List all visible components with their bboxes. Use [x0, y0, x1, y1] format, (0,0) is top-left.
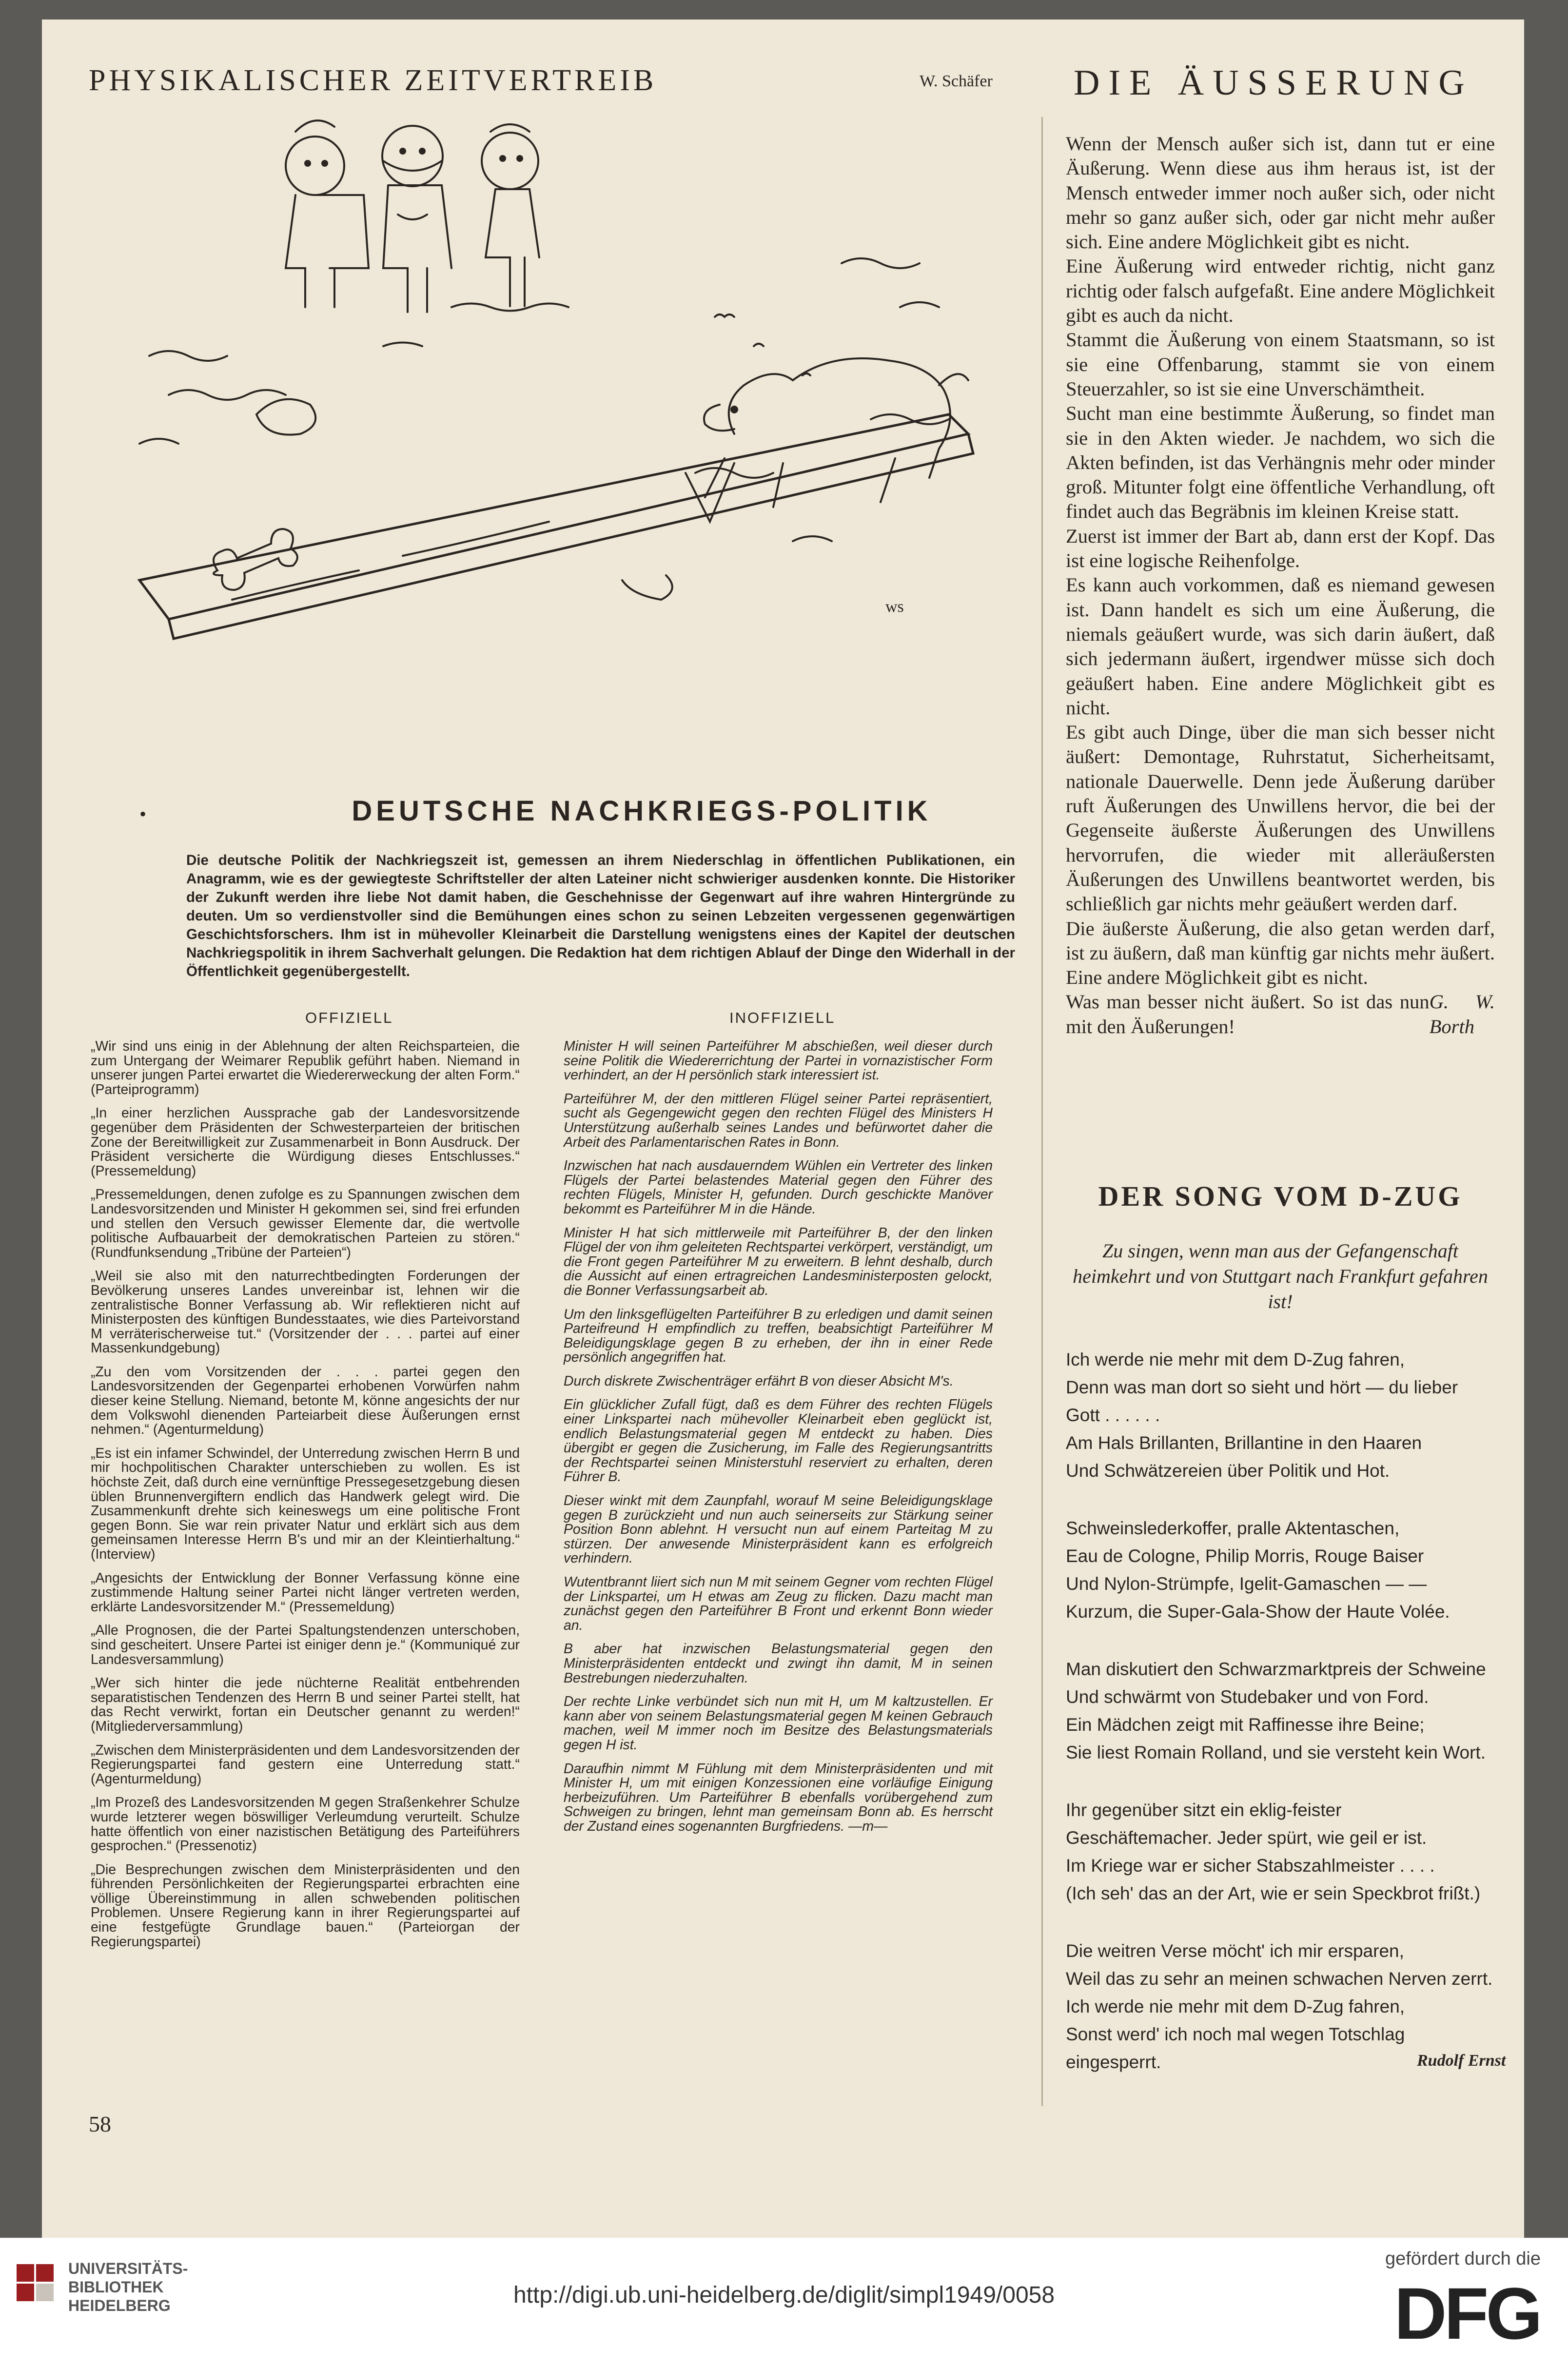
essay-paragraph: Es gibt auch Dinge, über die man sich besser nicht äußert: Demontage, Ruhrstatut, Sicherheitsamt, nationale Dauerwelle. Denn jede Äußerung darüber ruft Äußerungen des Unwillens hervor, die bei der Gegenseite äußerste Äußerungen des Unwillens hervorrufen, die wieder mit alleräußersten Äußerungen des Unwillens beantwortet werden, bis schließlich gar nichts mehr geäußert werden darf. [1066, 721, 1495, 915]
lyric-line: Und schwärmt von Studebaker und von Ford. [1066, 1687, 1429, 1707]
unofficial-paragraph: Daraufhin nimmt M Fühlung mit dem Ministerpräsidenten und mit Minister H, um mit einigen Konzessionen eine vorläufige Einigung herbeizuführen. Um Parteiführer B ebenfalls vorübergehend zum Schweigen zu bringen, lehnt man gemeinsam Bonn ab. Es herrscht der Zustand eines sogenannten Burgfriedens. —m— [564, 1761, 993, 1834]
library-name-line: HEIDELBERG [68, 2297, 171, 2314]
essay-paragraph: Stammt die Äußerung von einem Staatsmann, so ist sie eine Offenbarung, stammt sie von einem Steuerzahler, so ist sie eine Unverschämtheit. [1066, 329, 1495, 400]
unofficial-paragraph: Der rechte Linke verbündet sich nun mit H, um M kaltzustellen. Er kann aber von seinem Belastungsmaterial gegen M keinen Gebrauch machen, weil M immer noch im Besitze des Belastungsmaterials gegen H ist. [564, 1694, 993, 1753]
dfg-logo[interactable]: DFG [1394, 2272, 1540, 2354]
lyric-line: (Ich seh' das an der Art, wie er sein Speckbrot frißt.) [1066, 1883, 1481, 1903]
unofficial-heading: INOFFIZIELL [729, 1009, 836, 1026]
lyric-line: Sie liest Romain Rolland, und sie versteht kein Wort. [1066, 1742, 1486, 1762]
funding-note: gefördert durch die [1385, 2249, 1541, 2269]
unofficial-paragraph: Minister H will seinen Parteiführer M abschießen, weil dieser durch seine Politik die Wiedererrichtung der Partei in vornazistischer Form verhindert, an der H persönlich stark interessiert ist. [564, 1038, 993, 1083]
lyric-line: Und Nylon-Strümpfe, Igelit-Gamaschen — — [1066, 1574, 1427, 1594]
unofficial-paragraph: Dieser winkt mit dem Zaunpfahl, worauf M seine Beleidigungsklage gegen B zurückzieht und nun auch seinerseits zur Stärkung seiner Position Bonn ablehnt. H versucht nun auf einem Parteitag M zu stürzen. Der anwesende Ministerpräsident kann es erfolgreich verhindern. [564, 1493, 993, 1566]
essay-closing [1066, 990, 1495, 1039]
essay-paragraph: Die äußerste Äußerung, die also getan werden darf, ist zu äußern, daß man künftig gar nichts mehr äußert. Eine andere Möglichkeit gibt es nicht. [1066, 917, 1495, 989]
essay-paragraph: Es kann auch vorkommen, daß es niemand gewesen ist. Dann handelt es sich um eine Äußerung, die niemals geäußert wurde, was sich darin äußert, daß sich jedermann äußert, irgendwer müsse sich doch geäußert haben. Eine andere Möglichkeit gibt es nicht. [1066, 574, 1495, 719]
source-url-link[interactable]: http://digi.ub.uni-heidelberg.de/diglit/simpl1949/0058 [513, 2282, 1055, 2308]
official-paragraph: „Es ist ein infamer Schwindel, der Unterredung zwischen Herrn B und mir hochpolitischen Charakter unterschieben zu wollen. Es ist höchste Zeit, daß durch eine vernünftige Pressegesetzgebung diesen üblen Brunnenvergiftern endlich das Handwerk gelegt wird. Die Zusammenkunft drehte sich keineswegs um eine politische Front gegen Bonn. Sie war rein privater Natur und erklärt sich aus dem gemeinsamen Interesse Herrn B's und mir an der Kleintierhaltung.“ (Interview) [91, 1445, 520, 1562]
essay-paragraph: Zuerst ist immer der Bart ab, dann erst der Kopf. Das ist eine logische Reihenfolge. [1066, 525, 1495, 572]
essay-paragraph: Eine Äußerung wird entweder richtig, nicht ganz richtig oder falsch aufgefaßt. Eine andere Möglichkeit gibt es auch da nicht. [1066, 255, 1495, 327]
column-divider [1041, 117, 1043, 2106]
song-lyrics [1066, 1346, 1495, 2106]
unofficial-paragraph: Wutentbrannt liiert sich nun M mit seinem Gegner vom rechten Flügel der Linkspartei, um H etwas am Zeug zu flicken. Dazu macht man zunächst gegen den Parteiführer B Front und erkennt Bonn wieder an. [564, 1574, 993, 1633]
section-title: PHYSIKALISCHER ZEITVERTREIB [89, 64, 657, 97]
essay-title: DIE ÄUSSERUNG [1074, 63, 1473, 103]
song-subtitle: Zu singen, wenn man aus der Gefangenschaft heimkehrt und von Stuttgart nach Frankfurt gefahren ist! [1073, 1240, 1488, 1312]
unofficial-paragraph: Minister H hat sich mittlerweile mit Parteiführer B, der den linken Flügel der von ihm geleiteten Rechtspartei verkörpert, verständigt, um die Front gegen Parteiführer M zu erweitern. B lehnt deshalb, durch die Aussicht auf einen ertragreichen Landesministerposten gelockt, die Bonner Verfassungsarbeit ab. [564, 1225, 993, 1298]
lyric-line: Ihr gegenüber sitzt ein eklig-feister [1066, 1800, 1342, 1820]
unofficial-paragraph: Parteiführer M, der den mittleren Flügel seiner Partei repräsentiert, sucht als Gegengewicht gegen den rechten Flügel des Ministers H Unterstützung außerhalb seines Landes und befürwortet daher die Arbeit des Parlamentarischen Rates in Bonn. [564, 1091, 993, 1150]
official-paragraph: „Zwischen dem Ministerpräsidenten und dem Landesvorsitzenden der Regierungspartei fand gestern eine Unterredung statt.“ (Agenturmeldung) [91, 1742, 520, 1787]
essay-paragraph: Sucht man eine bestimmte Äußerung, so findet man sie in den Akten wieder. Je nachdem, wo sich die Akten befinden, ist das Verhängnis mehr oder minder groß. Mitunter folgt eine öffentliche Verhandlung, oft findet auch das Begräbnis im kleinen Kreise statt. [1066, 402, 1495, 523]
lyric-line: Die weitren Verse möcht' ich mir ersparen, [1066, 1941, 1404, 1961]
cartoon-illustration [110, 102, 1017, 765]
lyric-line: Schweinslederkoffer, pralle Aktentaschen, [1066, 1518, 1400, 1538]
official-paragraph: „Angesichts der Entwicklung der Bonner Verfassung könne eine zustimmende Haltung seiner Partei nicht länger vertreten werden, erklärte Landesvorsitzender M.“ (Pressemeldung) [91, 1570, 520, 1615]
official-paragraph: „Im Prozeß des Landesvorsitzenden M gegen Straßenkehrer Schulze wurde letzterer wegen böswilliger Verleumdung verurteilt. Schulze hatte öffentlich von einer nazistischen Betätigung des Parteiführers gesprochen.“ (Pressenotiz) [91, 1795, 520, 1854]
page-number: 58 [89, 2112, 111, 2136]
lyric-line: Ich werde nie mehr mit dem D-Zug fahren, [1066, 1350, 1405, 1369]
lyric-line: Im Kriege war er sicher Stabszahlmeister . . . . [1066, 1856, 1435, 1876]
cartoon-author: W. Schäfer [920, 72, 993, 90]
lyric-line: Ein Mädchen zeigt mit Raffinesse ihre Beine; [1066, 1715, 1425, 1735]
article-title: DEUTSCHE NACHKRIEGS-POLITIK [352, 795, 932, 827]
song-title: DER SONG VOM D-ZUG [1098, 1180, 1463, 1212]
song-stanza [1066, 1346, 1495, 1485]
lyric-line: Und Schwätzereien über Politik und Hot. [1066, 1461, 1390, 1481]
lyric-line: Denn was man dort so sieht und hört — du lieber Gott . . . . . . [1066, 1377, 1458, 1425]
official-paragraph: „Alle Prognosen, die der Partei Spaltungstendenzen unterschoben, sind gescheitert. Unsere Partei ist einiger denn je.“ (Kommuniqué zur Landesversammlung) [91, 1623, 520, 1667]
essay-last-paragraph: Was man besser nicht äußert. So ist das nun mit den Äußerungen! [1066, 991, 1430, 1037]
official-column [91, 1039, 520, 1958]
official-paragraph: „In einer herzlichen Aussprache gab der Landesvorsitzende gegenüber dem Präsidenten der Schwesterparteien der britischen Zone der Bereitwilligkeit zur Zusammenarbeit in Bonn Ausdruck. Der Präsident versicherte die Würdigung dieses Entschlusses.“ (Pressemeldung) [91, 1105, 520, 1179]
lyric-line: Eau de Cologne, Philip Morris, Rouge Baiser [1066, 1546, 1424, 1566]
song-stanza [1066, 1655, 1495, 1766]
official-paragraph: „Weil sie also mit den naturrechtbedingten Forderungen der Bevölkerung unseres Landes unvereinbar ist, lehnen wir die zentralistische Bonner Verfassung ab. Wir reflektieren nicht auf Ministerposten des künftigen Bundesstaates, wie dies Parteivorstand M verräterischerweise tut.“ (Vorsitzender der . . . partei auf einer Massenkundgebung) [91, 1268, 520, 1356]
unofficial-paragraph: B aber hat inzwischen Belastungsmaterial gegen den Ministerpräsidenten entdeckt und zwingt ihn damit, M in seinen Bestrebungen niederzuhalten. [564, 1641, 993, 1686]
unofficial-paragraph: Durch diskrete Zwischenträger erfährt B von dieser Absicht M's. [564, 1373, 954, 1389]
song-stanza [1066, 1796, 1495, 1907]
song-stanza [1066, 1514, 1495, 1625]
unofficial-column [564, 1039, 993, 1843]
library-name-line: UNIVERSITÄTS- [68, 2260, 188, 2277]
lyric-line: Kurzum, die Super-Gala-Show der Haute Volée. [1066, 1602, 1450, 1622]
lyric-line: Sonst werd' ich noch mal wegen Totschlag eingesperrt. [1066, 2024, 1405, 2072]
unofficial-paragraph: Inzwischen hat nach ausdauerndem Wühlen ein Vertreter des linken Flügels der Partei belastendes Material gegen den Führer des rechten Flügels, Minister H, gefunden. Durch geschickte Manöver bekommt es Parteiführer M in die Hände. [564, 1158, 993, 1217]
scanned-page [42, 20, 1524, 2238]
official-heading: OFFIZIELL [305, 1009, 393, 1026]
cartoon-signature: ws [885, 598, 904, 616]
song-author: Rudolf Ernst [1417, 2052, 1506, 2070]
lyric-line: Am Hals Brillanten, Brillantine in den Haaren [1066, 1433, 1422, 1453]
lyric-line: Ich werde nie mehr mit dem D-Zug fahren, [1066, 1996, 1405, 2016]
official-paragraph: „Wir sind uns einig in der Ablehnung der alten Reichsparteien, die zum Untergang der Weimarer Republik geführt haben. Niemand in unserer jungen Partei erwartet die Wiedererweckung der alten Form.“ (Parteiprogramm) [91, 1038, 520, 1097]
essay-paragraph: Wenn der Mensch außer sich ist, dann tut er eine Äußerung. Wenn diese aus ihm heraus ist, ist der Mensch entweder immer noch außer sich, oder nicht mehr so ganz außer sich, oder gar nicht mehr außer sich. Eine andere Möglichkeit gibt es nicht. [1066, 133, 1495, 253]
official-paragraph: „Wer sich hinter die jede nüchterne Realität entbehrenden separatistischen Tendenzen des Herrn B und seiner Partei stellt, hat das Recht verwirkt, fortan ein Deutscher genannt zu werden!“ (Mitgliederversammlung) [91, 1675, 520, 1734]
lyric-line: Weil das zu sehr an meinen schwachen Nerven zerrt. [1066, 1969, 1493, 1989]
essay-text [1066, 132, 1495, 1039]
official-paragraph: „Zu den vom Vorsitzenden der . . . partei gegen den Landesvorsitzenden der Gegenpartei erhobenen Vorwürfen nahm dieser keine Stellung. Niemand, betonte M, könne angesichts der nur dem Volkswohl dienenden Parteiarbeit diese Äußerungen ernst nehmen.“ (Agenturmeldung) [91, 1364, 520, 1438]
lyric-line: Geschäftemacher. Jeder spürt, wie geil er ist. [1066, 1828, 1427, 1848]
footer-bar [0, 2238, 1568, 2367]
library-name-line: BIBLIOTHEK [68, 2278, 164, 2296]
official-paragraph: „Die Besprechungen zwischen dem Ministerpräsidenten und den führenden Persönlichkeiten der Regierungspartei erbrachten eine völlige Übereinstimmung in allen schwebenden politischen Problemen. Unsere Regierung kann in ihrer Regierungspartei auf eine festgefügte Grundlage bauen.“ (Parteiorgan der Regierungspartei) [91, 1861, 520, 1950]
official-paragraph: „Pressemeldungen, denen zufolge es zu Spannungen zwischen dem Landesvorsitzenden und Minister H gekommen sei, sind frei erfunden und stellen den Versuch gewisser Elemente dar, die wertvolle politische Aufbauarbeit der demokratischen Parteien zu stören.“ (Rundfunksendung „Tribüne der Parteien“) [91, 1187, 520, 1260]
unofficial-paragraph: Um den linksgeflügelten Parteiführer B zu erledigen und damit seinen Parteifreund H empfindlich zu treffen, beabsichtigt Parteiführer M Beleidigungsklage gegen B zu erheben, der ihn in einer Rede persönlich angegriffen hat. [564, 1306, 993, 1366]
article-intro: Die deutsche Politik der Nachkriegszeit ist, gemessen an ihrem Niederschlag in öffentlichen Publikationen, ein Anagramm, wie es der gewiegteste Schriftsteller der alten Lateiner nicht schwieriger ausdenken konnte. Die Historiker der Zukunft werden ihre liebe Not damit haben, die Geschehnisse der Gegenwart auf ihre wahren Hintergründe zu deuten. Um so verdienstvoller sind die Bemühungen eines schon zu seinen Lebzeiten vergessenen gegenwärtigen Geschichtsforschers. Ihm ist in mühevoller Kleinarbeit die Darstellung wenigstens eines der Kapitel der deutschen Nachkriegspolitik in ihrem Sachverhalt gelungen. Die Redaktion hat dem richtigen Ablauf der Dinge den Widerhall in der Öffentlichkeit gegenübergestellt. [186, 852, 1015, 979]
lyric-line: Man diskutiert den Schwarzmarktpreis der Schweine [1066, 1659, 1486, 1679]
essay-author: G. W. Borth [1429, 991, 1495, 1037]
bullet-mark: • [139, 803, 147, 825]
unofficial-paragraph: Ein glücklicher Zufall fügt, daß es dem Führer des rechten Flügels einer Linkspartei nach mühevoller Kleinarbeit eben geglückt ist, endlich Belastungsmaterial gegen M entdeckt zu haben. Dies übergibt er gegen die Zusicherung, im Falle des Regierungsantritts der Rechtspartei seinen Ministerstuhl reserviert zu erhalten, deren Führer B. [564, 1397, 993, 1485]
